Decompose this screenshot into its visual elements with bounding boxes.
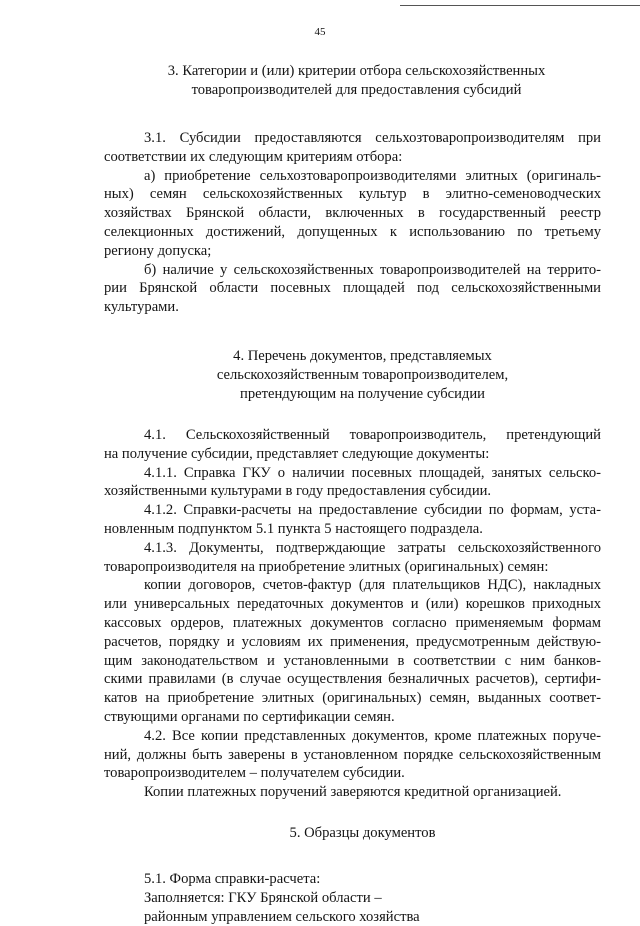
heading-line: 4. Перечень документов, представляемых: [233, 347, 492, 364]
paragraph-3-1: 3.1. Субсидии предоставляются сельхозтоваропроизводителям при соответствии их следующим критериям отбора:: [104, 130, 601, 165]
paragraph-payment-orders: Копии платежных поручений заверяются кредитной организацией.: [144, 784, 562, 801]
paragraph-5-1: 5.1. Форма справки-расчета:: [144, 870, 321, 887]
header-rule: [400, 5, 640, 6]
paragraph-4-1: 4.1. Сельскохозяйственный товаропроизводитель, претендующий на получение субсидии, представляет следующие документы:: [104, 426, 601, 462]
document-page: [104, 62, 601, 926]
heading-line: 3. Категории и (или) критерии отбора сельскохозяйственных: [167, 63, 546, 79]
paragraph-copies-list: копии договоров, счетов-фактур (для плательщиков НДС), накладных или универсальных передаточных документов и (или) корешков приходных кассовых ордеров, платежных документов согласно применяемым формам расчетов, порядку и условиям их применения, предусмотренным действую- щим законодательством и установленными в соответствии с ним банков- скими правилами (в случае осуществления безналичных расчетов), сертифи- катов на приобретение элитных (оригинальных) семян, выданных соответ- ствующими органами по сертификации семян.: [104, 577, 601, 725]
section-3-heading: [104, 62, 601, 100]
paragraph-4-1-1: 4.1.1. Справка ГКУ о наличии посевных площадей, занятых сельско- хозяйственными культурами в году предоставления субсидии.: [104, 464, 601, 500]
paragraph-3-1-a: а) приобретение сельхозтоваропроизводителями элитных (оригиналь- ных) семян сельскохозяйственных культур в элитно-семеноводческих хозяйствах Брянской области, включенных в государственный реестр селекционных достижений, допущенных к использованию по третьему региону допуска;: [104, 167, 601, 259]
paragraph-4-1-3: 4.1.3. Документы, подтверждающие затраты сельскохозяйственного товаропроизводителя на приобретение элитных (оригинальных) семян:: [104, 539, 601, 575]
paragraph-4-1-2: 4.1.2. Справки-расчеты на предоставление субсидии по формам, уста- новленным подпунктом 5.1 пункта 5 настоящего подраздела.: [104, 502, 601, 537]
form-fill-note: Заполняется: ГКУ Брянской области – районным управлением сельского хозяйства: [144, 889, 420, 925]
page-number: 45: [314, 26, 326, 38]
heading-line: претендующим на получение субсидии: [240, 385, 485, 402]
section-4-heading: [104, 347, 601, 404]
section-5-heading: 5. Образцы документов: [289, 824, 436, 841]
heading-line: товаропроизводителей для предоставления субсидий: [191, 82, 522, 98]
paragraph-4-2: 4.2. Все копии представленных документов, кроме платежных поруче- ний, должны быть заверены в установленном порядке сельскохозяйственным товаропроизводителем – получателем субсидии.: [104, 727, 601, 782]
heading-line: сельскохозяйственным товаропроизводителем,: [216, 366, 509, 383]
paragraph-3-1-b: б) наличие у сельскохозяйственных товаропроизводителей на террито- рии Брянской области посевных площадей под сельскохозяйственными культурами.: [104, 261, 601, 316]
